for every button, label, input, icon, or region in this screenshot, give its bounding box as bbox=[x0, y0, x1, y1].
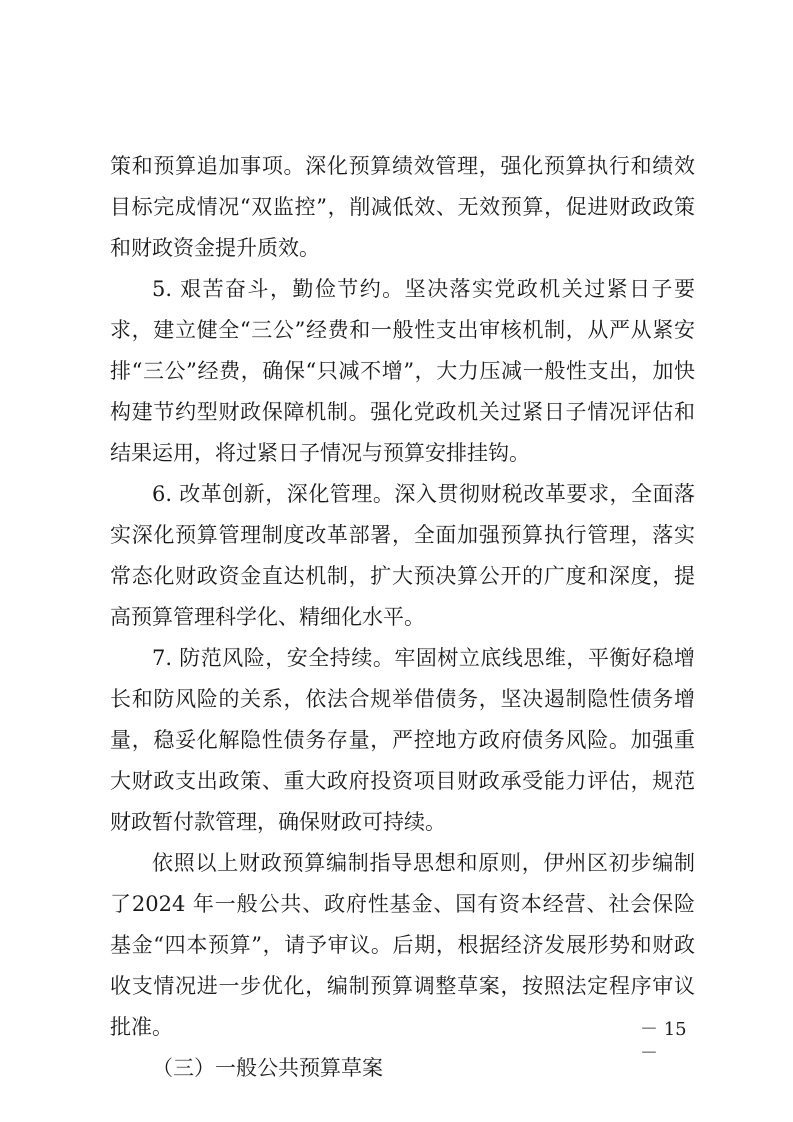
paragraph-item-7: 7. 防范风险，安全持续。牢固树立底线思维，平衡好稳增长和防风险的关系，依法合规举借债务，坚决遏制隐性债务增量，稳妥化解隐性债务存量，严控地方政府债务风险。加强重大财政支出政策、重大政府投资项目财政承受能力评估，规范财政暂付款管理，确保财政可持续。 bbox=[110, 646, 695, 834]
body-text bbox=[110, 146, 695, 1089]
paragraph-item-6: 6. 改革创新，深化管理。深入贯彻财税改革要求，全面落实深化预算管理制度改革部署，全面加强预算执行管理，落实常态化财政资金直达机制，扩大预决算公开的广度和深度，提高预算管理科学化、精细化水平。 bbox=[110, 482, 695, 629]
section-heading: （三）一般公共预算草案 bbox=[152, 1056, 383, 1080]
page-number: － 15 － bbox=[640, 1019, 687, 1064]
paragraph-item-5: 5. 艰苦奋斗，勤俭节约。坚决落实党政机关过紧日子要求，建立健全“三公”经费和一般性支出审核机制，从严从紧安排“三公”经费，确保“只减不增”，大力压减一般性支出，加快构建节约型财政保障机制。强化党政机关过紧日子情况评估和结果运用，将过紧日子情况与预算安排挂钩。 bbox=[110, 277, 695, 465]
paragraph-summary: 依照以上财政预算编制指导思想和原则，伊州区初步编制了2024 年一般公共、政府性基金、国有资本经营、社会保险基金“四本预算”，请予审议。后期，根据经济发展形势和财政收支情况进一步优化，编制预算调整草案，按照法定程序审议批准。 bbox=[110, 851, 695, 1039]
paragraph-continuation: 策和预算追加事项。深化预算绩效管理，强化预算执行和绩效目标完成情况“双监控”，削减低效、无效预算，促进财政政策和财政资金提升质效。 bbox=[110, 154, 695, 260]
